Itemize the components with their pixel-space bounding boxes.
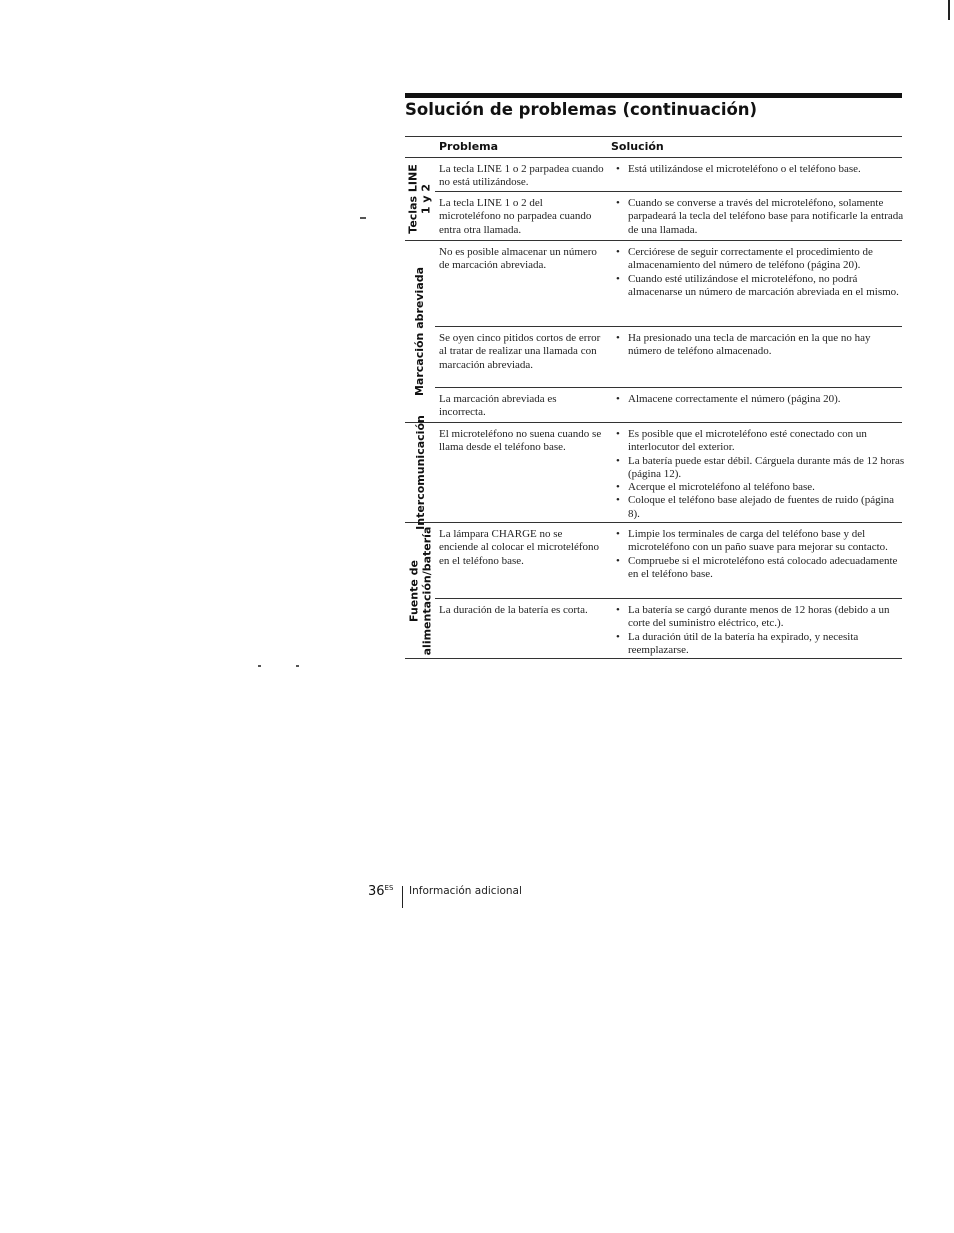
problem-cell: La lámpara CHARGE no se enciende al colocar el microteléfono en el teléfono base.: [439, 528, 600, 567]
solution-item: • Ha presionado una tecla de marcación en la que no hay número de teléfono almacenado.: [613, 332, 905, 359]
solution-cell: [613, 528, 905, 581]
problem-cell: El microteléfono no suena cuando se llama desde el teléfono base.: [439, 428, 602, 454]
footer-divider: [402, 886, 403, 908]
solution-item: • Está utilizándose el microteléfono o el teléfono base.: [613, 163, 905, 176]
solution-item: • Acerque el microteléfono al teléfono base.: [613, 481, 905, 494]
group-label-line: 1 y 2: [420, 183, 434, 215]
table-row: [435, 598, 902, 658]
solution-cell: [613, 332, 905, 359]
group-label-line: Marcación abreviada: [413, 266, 427, 397]
solution-cell: [613, 604, 905, 657]
group-label: [405, 158, 435, 240]
group-teclas-line: [405, 158, 902, 241]
solution-cell: [613, 197, 905, 237]
problem-cell: No es posible almacenar un número de marcación abreviada.: [439, 246, 597, 272]
column-header-problem: Problema: [439, 140, 499, 153]
solution-item: • Cerciórese de seguir correctamente el procedimiento de almacenamiento del número de teléfono (página 20).: [613, 246, 905, 273]
page-edge-mark: [948, 0, 950, 20]
footer-section: Información adicional: [409, 885, 522, 897]
solution-item: • La duración útil de la batería ha expirado, y necesita reemplazarse.: [613, 631, 905, 658]
group-marcacion-abreviada: [405, 241, 902, 423]
table-row: [435, 158, 902, 191]
solution-cell: [613, 246, 905, 299]
group-label: [405, 241, 435, 422]
solution-cell: [613, 428, 905, 521]
page-number-value: 36: [368, 884, 385, 899]
solution-item: • Limpie los terminales de carga del teléfono base y del microteléfono con un paño suave para mejorar su contacto.: [613, 528, 905, 555]
solution-cell: [613, 393, 905, 406]
table-row: [435, 423, 905, 522]
scan-speck: [258, 665, 261, 667]
page-number-suffix: ES: [384, 884, 394, 892]
table-row: [435, 241, 902, 326]
solution-item: • Almacene correctamente el número (página 20).: [613, 393, 905, 406]
group-label: [405, 415, 435, 530]
solution-cell: [613, 163, 905, 176]
problem-cell: La tecla LINE 1 o 2 parpadea cuando no está utilizándose.: [439, 163, 604, 189]
solution-item: • La batería puede estar débil. Cárguela durante más de 12 horas (página 12).: [613, 455, 905, 482]
column-header-solution: Solución: [611, 140, 664, 153]
problem-cell: La duración de la batería es corta.: [439, 604, 588, 616]
group-label: [405, 523, 435, 658]
group-fuente-alimentacion: [405, 523, 902, 659]
solution-item: • Cuando esté utilizándose el microteléfono, no podrá almacenarse un número de marcación abreviada en el mismo.: [613, 273, 905, 300]
table-row: [435, 326, 902, 388]
table-row: [435, 191, 902, 240]
table-row: [435, 523, 902, 598]
page-number: [368, 884, 393, 899]
table-row: [435, 387, 902, 423]
solution-item: • Cuando se converse a través del microteléfono, solamente parpadeará la tecla del teléfono base para notificarle la entrada de una llamada.: [613, 197, 905, 237]
scan-speck: [296, 665, 299, 667]
group-label-line: Teclas LINE: [407, 164, 421, 234]
problem-cell: La marcación abreviada es incorrecta.: [439, 393, 557, 419]
page-title: Solución de problemas (continuación): [405, 100, 758, 119]
title-rule: [405, 93, 902, 98]
group-label-line: Intercomunicación: [413, 415, 427, 530]
solution-item: • La batería se cargó durante menos de 12 horas (debido a un corte del suministro eléctrico, etc.).: [613, 604, 905, 631]
solution-item: • Es posible que el microteléfono esté conectado con un interlocutor del exterior.: [613, 428, 905, 455]
group-label-line: Fuente de: [407, 559, 421, 622]
problem-cell: Se oyen cinco pitidos cortos de error al tratar de realizar una llamada con marcación abreviada.: [439, 332, 601, 371]
table-header-rule-top: [405, 136, 902, 137]
group-label-line: alimentación/batería: [420, 526, 434, 655]
scan-speck: [360, 217, 366, 219]
solution-item: • Coloque el teléfono base alejado de fuentes de ruido (página 8).: [613, 494, 905, 521]
problem-cell: La tecla LINE 1 o 2 del microteléfono no parpadea cuando entra otra llamada.: [439, 197, 592, 236]
group-intercomunicacion: [405, 415, 905, 530]
solution-item: • Compruebe si el microteléfono está colocado adecuadamente en el teléfono base.: [613, 555, 905, 582]
